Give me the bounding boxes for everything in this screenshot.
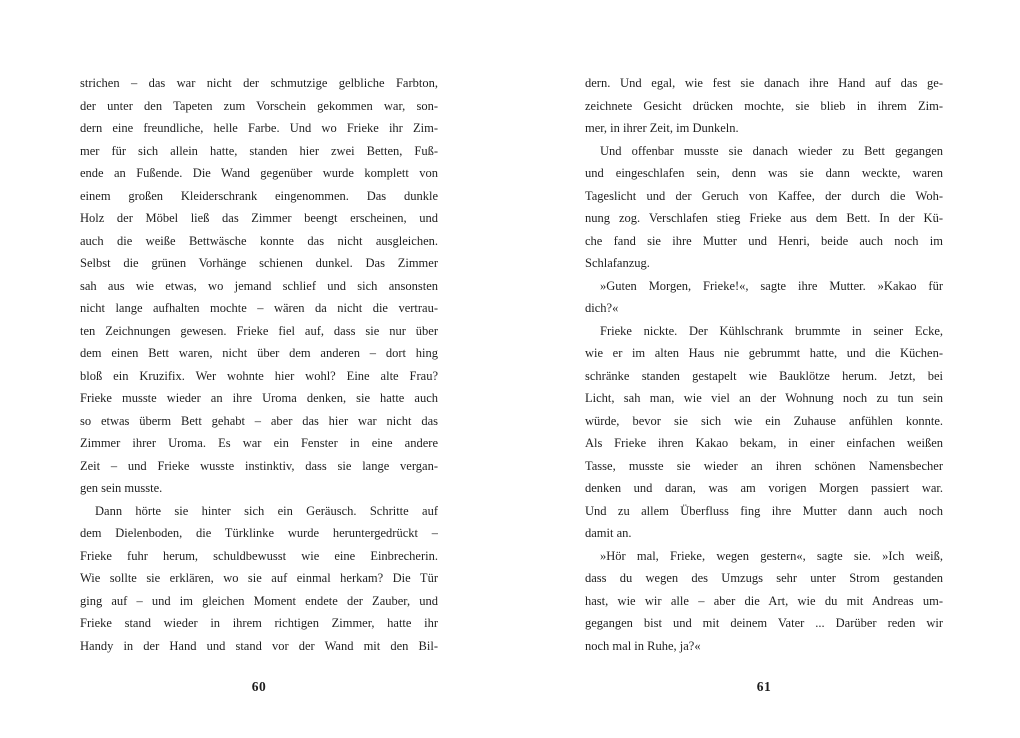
- text-line: nung zog. Verschlafen stieg Frieke aus dem Bett. In der Kü-: [585, 211, 943, 225]
- text-line: dern. Und egal, wie fest sie danach ihre Hand auf das ge-: [585, 76, 943, 90]
- page-number-60: 60: [251, 679, 267, 694]
- text-line: auch die weiße Bettwäsche konnte das nicht ausgleichen.: [80, 233, 438, 248]
- text-line: Und offenbar musste sie danach wieder zu Bett gegangen: [600, 143, 943, 158]
- text-line: nicht lange aufhalten mochte – wären da nicht die vertrau-: [80, 301, 438, 315]
- text-line: denken und daran, was am vorigen Morgen passiert war.: [585, 481, 943, 495]
- text-line: ging auf – und im gleichen Moment endete der Zauber, und: [80, 593, 438, 608]
- text-line: noch mal in Ruhe, ja?«: [585, 638, 701, 653]
- page-number-61: 61: [756, 679, 772, 694]
- text-line: Dann hörte sie hinter sich ein Geräusch. Schritte auf: [95, 503, 438, 518]
- text-line: Schlafanzug.: [585, 256, 650, 270]
- text-line: Zimmer ihrer Uroma. Es war ein Fenster in eine andere: [80, 436, 438, 450]
- text-line: Handy in der Hand und stand vor der Wand mit den Bil-: [80, 638, 438, 653]
- text-line: dem Dielenboden, die Türklinke wurde heruntergedrückt –: [80, 526, 438, 540]
- page-61-text: [585, 72, 943, 657]
- text-line: mer, in ihrer Zeit, im Dunkeln.: [585, 121, 739, 135]
- text-line: Zeit – und Frieke wusste instinktiv, dass sie lange vergan-: [80, 458, 438, 473]
- text-line: sah aus wie etwas, wo jemand schlief und sich ansonsten: [80, 278, 438, 293]
- text-line: Frieke fuhr herum, schuldbewusst wie eine Einbrecherin.: [80, 548, 438, 563]
- text-line: bloß ein Kruzifix. Wer wohnte hier wohl? Eine alte Frau?: [80, 368, 438, 383]
- text-line: »Hör mal, Frieke, wegen gestern«, sagte sie. »Ich weiß,: [600, 548, 943, 563]
- text-line: würde, bevor sie sich wie ein Zuhause anfühlen konnte.: [585, 413, 943, 428]
- text-line: so etwas überm Bett gehabt – aber das hier war nicht das: [80, 413, 438, 428]
- text-line: Frieke musste wieder an ihre Uroma denken, sie hatte auch: [80, 391, 438, 405]
- text-line: hast, wie wir alle – aber die Art, wie du mit Andreas um-: [585, 593, 943, 608]
- text-line: Tageslicht und der Geruch von Kaffee, der durch die Woh-: [585, 188, 943, 203]
- text-line: dich?«: [585, 301, 619, 315]
- text-line: Licht, sah man, wie viel an der Wohnung noch zu tun sein: [585, 391, 943, 405]
- text-line: und eingeschlafen sein, denn was sie dann weckte, waren: [585, 166, 943, 180]
- text-line: Wie sollte sie erklären, wo sie auf einmal herkam? Die Tür: [80, 571, 438, 585]
- text-line: der unter den Tapeten zum Vorschein gekommen war, son-: [80, 98, 438, 113]
- text-line: Holz der Möbel ließ das Zimmer beengt erscheinen, und: [80, 211, 438, 225]
- text-line: Als Frieke ihren Kakao bekam, in einer einfachen weißen: [585, 436, 943, 450]
- text-line: ten Zeichnungen gewesen. Frieke fiel auf, dass sie nur über: [80, 323, 438, 338]
- text-line: »Guten Morgen, Frieke!«, sagte ihre Mutter. »Kakao für: [600, 278, 943, 293]
- text-line: che fand sie ihre Mutter und Henri, beide auch noch im: [585, 233, 943, 248]
- text-line: gegangen bist und mit deinem Vater ... Darüber reden wir: [585, 616, 943, 630]
- text-line: dern eine freundliche, helle Farbe. Und wo Frieke ihr Zim-: [80, 121, 438, 135]
- text-line: Und zu allem Überfluss fing ihre Mutter dann auch noch: [585, 503, 943, 518]
- text-line: Tasse, musste sie wieder an ihren schönen Namensbecher: [585, 458, 943, 473]
- text-line: zeichnete Gesicht drücken mochte, sie blieb in ihrem Zim-: [585, 98, 943, 113]
- text-line: dem einen Bett waren, nicht über dem anderen – dort hing: [80, 346, 438, 360]
- text-line: schränke standen gestapelt wie Bauklötze herum. Jetzt, bei: [585, 368, 943, 383]
- text-line: dass du wegen des Umzugs sehr unter Strom gestanden: [585, 571, 943, 585]
- text-line: Selbst die grünen Vorhänge schienen dunkel. Das Zimmer: [80, 256, 438, 270]
- text-line: mer für sich allein hatte, standen hier zwei Betten, Fuß-: [80, 143, 438, 158]
- text-line: ende an Fußende. Die Wand gegenüber wurde komplett von: [80, 166, 438, 180]
- text-line: einem großen Kleiderschrank eingenommen. Das dunkle: [80, 188, 438, 203]
- text-line: gen sein musste.: [80, 481, 163, 495]
- text-line: wie er im alten Haus nie gebrummt hatte, und die Küchen-: [585, 346, 943, 360]
- text-line: strichen – das war nicht der schmutzige gelbliche Farbton,: [80, 76, 438, 90]
- text-line: Frieke nickte. Der Kühlschrank brummte in seiner Ecke,: [600, 323, 943, 338]
- text-line: Frieke stand wieder in ihrem richtigen Zimmer, hatte ihr: [80, 616, 438, 630]
- page-60-text: [80, 72, 438, 657]
- text-line: damit an.: [585, 526, 632, 540]
